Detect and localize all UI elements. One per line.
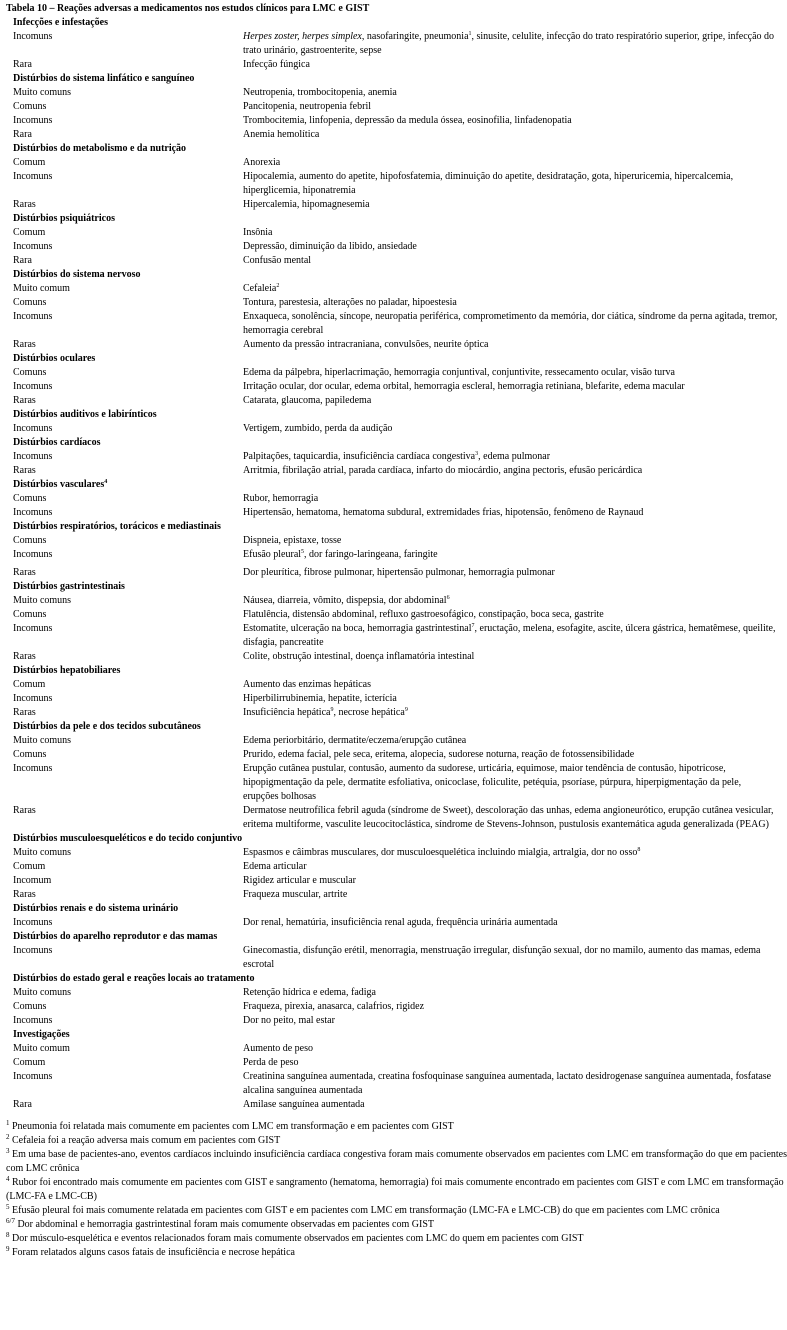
frequency-cell: Incomum <box>13 875 52 886</box>
table-row <box>6 1070 787 1098</box>
reactions-cell: Tontura, parestesia, alterações no paladar, hipoestesia <box>243 297 457 308</box>
reactions-cell: Aumento das enzimas hepáticas <box>243 679 372 690</box>
reactions-cell: Estomatite, ulceração na boca, hemorragia gastrintestinal$^7$, eructação, melena, esofagite, ascite, úlcera gástrica, hematêmese, queilite, disfagia, pancreatite <box>243 623 776 648</box>
reactions-cell: Confusão mental <box>243 255 312 266</box>
frequency-cell: Comuns <box>13 535 47 546</box>
table-row <box>6 338 787 352</box>
reactions-cell: Enxaqueca, sonolência, síncope, neuropatia periférica, comprometimento da memória, dor ciática, síndrome da perna agitada, tremor, hemorragia cerebral <box>243 311 778 336</box>
frequency-cell: Comuns <box>13 749 47 760</box>
category-heading: Distúrbios do sistema nervoso <box>13 269 141 280</box>
reactions-cell: Erupção cutânea pustular, contusão, aumento da sudorese, urticária, equimose, maior tendência de contusão, hipotricose, hipopigmentação da pele, dermatite esfoliativa, onicoclase, foliculite, petéquia, psoríase, púrpura, hiperpigmentação da pele, erupções bolhosas <box>243 763 742 802</box>
table-row <box>6 1056 787 1070</box>
category-heading: Distúrbios hepatobiliares <box>13 665 121 676</box>
frequency-cell: Comuns <box>13 297 47 308</box>
frequency-cell: Comuns <box>13 609 47 620</box>
table-row <box>6 692 787 706</box>
table-row <box>6 114 787 128</box>
reactions-cell: Fraqueza muscular, artrite <box>243 889 348 900</box>
category-heading: Distúrbios respiratórios, torácicos e mediastinais <box>13 521 221 532</box>
frequency-cell: Incomuns <box>13 917 53 928</box>
table-row <box>6 226 787 240</box>
reactions-cell: Dor pleurítica, fibrose pulmonar, hipertensão pulmonar, hemorragia pulmonar <box>243 567 555 578</box>
frequency-cell: Incomuns <box>13 115 53 126</box>
reactions-cell: Aumento da pressão intracraniana, convulsões, neurite óptica <box>243 339 489 350</box>
frequency-cell: Rara <box>13 255 32 266</box>
reactions-cell: Espasmos e câimbras musculares, dor musculoesquelética incluindo mialgia, artralgia, dor no osso$^8$ <box>243 847 641 858</box>
frequency-cell: Incomuns <box>13 241 53 252</box>
table-row <box>6 100 787 114</box>
reactions-cell: Edema periorbitário, dermatite/eczema/erupção cutânea <box>243 735 467 746</box>
reactions-cell: Fraqueza, pirexia, anasarca, calafrios, rigidez <box>243 1001 425 1012</box>
table-row <box>6 548 787 562</box>
category-heading: Distúrbios da pele e dos tecidos subcutâneos <box>13 721 201 732</box>
table-row <box>6 1042 787 1056</box>
category-heading: Distúrbios do sistema linfático e sanguíneo <box>13 73 195 84</box>
reactions-cell: Neutropenia, trombocitopenia, anemia <box>243 87 397 98</box>
frequency-cell: Rara <box>13 59 32 70</box>
frequency-cell: Raras <box>13 395 36 406</box>
table-row <box>6 888 787 902</box>
reactions-cell: Hipocalemia, aumento do apetite, hipofosfatemia, diminuição do apetite, desidratação, gota, hiperuricemia, hipercalcemia, hiperglicemia, hiponatremia <box>243 171 734 196</box>
category-heading: Distúrbios gastrintestinais <box>13 581 125 592</box>
table-row <box>6 748 787 762</box>
frequency-cell: Raras <box>13 805 36 816</box>
frequency-cell: Incomuns <box>13 311 53 322</box>
table-row <box>6 296 787 310</box>
footnote: $^3$ Em uma base de pacientes-ano, eventos cardíacos incluindo insuficiência cardíaca congestiva foram mais comumente observados em pacientes com LMC em transformação do que em pacientes com LMC crônica <box>6 1147 787 1174</box>
table-row <box>6 860 787 874</box>
table-row <box>6 282 787 296</box>
category-heading: Distúrbios vasculares$^4$ <box>13 479 108 490</box>
frequency-cell: Incomuns <box>13 1071 53 1082</box>
frequency-cell: Muito comuns <box>13 595 72 606</box>
table-row <box>6 30 787 58</box>
reactions-cell: Amilase sanguínea aumentada <box>243 1099 365 1110</box>
reactions-cell: Anemia hemolítica <box>243 129 320 140</box>
table-row <box>6 622 787 650</box>
reactions-cell: Rigidez articular e muscular <box>243 875 357 886</box>
reactions-cell: Arritmia, fibrilação atrial, parada cardíaca, infarto do miocárdio, angina pectoris, efusão pericárdica <box>243 465 643 476</box>
table-row <box>6 254 787 268</box>
reactions-cell: Flatulência, distensão abdominal, refluxo gastroesofágico, constipação, boca seca, gastrite <box>243 609 604 620</box>
frequency-cell: Incomuns <box>13 451 53 462</box>
category-heading: Distúrbios do metabolismo e da nutrição <box>13 143 187 154</box>
frequency-cell: Incomuns <box>13 693 53 704</box>
frequency-cell: Muito comuns <box>13 987 72 998</box>
table-row <box>6 1000 787 1014</box>
table-row <box>6 86 787 100</box>
reactions-cell: Pancitopenia, neutropenia febril <box>243 101 372 112</box>
category-heading: Distúrbios musculoesqueléticos e do tecido conjuntivo <box>13 833 243 844</box>
table-row <box>6 240 787 254</box>
reactions-cell: Náusea, diarreia, vômito, dispepsia, dor abdominal$^6$ <box>243 595 450 606</box>
reactions-cell: Edema articular <box>243 861 307 872</box>
reactions-cell: Insônia <box>243 227 273 238</box>
reactions-cell: Hiperbilirrubinemia, hepatite, icterícia <box>243 693 397 704</box>
table-title: Tabela 10 – Reações adversas a medicamentos nos estudos clínicos para LMC e GIST <box>6 3 370 14</box>
frequency-cell: Raras <box>13 651 36 662</box>
frequency-cell: Muito comuns <box>13 735 72 746</box>
category-heading: Distúrbios do estado geral e reações locais ao tratamento <box>13 973 255 984</box>
category-heading: Distúrbios oculares <box>13 353 96 364</box>
footnote: $^9$ Foram relatados alguns casos fatais de insuficiência e necrose hepática <box>6 1245 295 1258</box>
frequency-cell: Incomuns <box>13 1015 53 1026</box>
table-row <box>6 58 787 72</box>
frequency-cell: Raras <box>13 199 36 210</box>
footnote: $^2$ Cefaleia foi a reação adversa mais comum em pacientes com GIST <box>6 1133 281 1146</box>
frequency-cell: Comuns <box>13 493 47 504</box>
category-heading: Distúrbios renais e do sistema urinário <box>13 903 179 914</box>
footnote: $^5$ Efusão pleural foi mais comumente relatada em pacientes com GIST e em pacientes com LMC em transformação (LMC-FA e LMC-CB) do que em pacientes com LMC crônica <box>6 1203 720 1216</box>
frequency-cell: Incomuns <box>13 423 53 434</box>
table-row <box>6 380 787 394</box>
table-row <box>6 506 787 520</box>
reactions-cell: Colite, obstrução intestinal, doença inflamatória intestinal <box>243 651 475 662</box>
table-row <box>6 156 787 170</box>
reactions-cell: Edema da pálpebra, hiperlacrimação, hemorragia conjuntival, conjuntivite, ressecamento ocular, visão turva <box>243 367 675 378</box>
table-row <box>6 534 787 548</box>
reactions-cell: Insuficiência hepática$^9$, necrose hepática$^9$ <box>243 707 408 718</box>
frequency-cell: Incomuns <box>13 549 53 560</box>
reactions-cell: Anorexia <box>243 157 281 168</box>
reactions-cell: Efusão pleural$^5$, dor faringo-laringeana, faringite <box>243 549 438 560</box>
frequency-cell: Incomuns <box>13 171 53 182</box>
table-row <box>6 366 787 380</box>
reactions-cell: Creatinina sanguínea aumentada, creatina fosfoquinase sanguínea aumentada, lactato desidrogenase sanguínea aumentada, fosfatase alcalina sanguínea aumentada <box>243 1071 772 1096</box>
frequency-cell: Incomuns <box>13 31 53 42</box>
table-row <box>6 608 787 622</box>
frequency-cell: Comuns <box>13 101 47 112</box>
reactions-cell: Irritação ocular, dor ocular, edema orbital, hemorragia escleral, hemorragia retiniana, blefarite, edema macular <box>243 381 685 392</box>
frequency-cell: Raras <box>13 567 36 578</box>
frequency-cell: Muito comuns <box>13 87 72 98</box>
table-row <box>6 566 787 580</box>
reactions-cell: Catarata, glaucoma, papiledema <box>243 395 372 406</box>
table-row <box>6 874 787 888</box>
frequency-cell: Raras <box>13 889 36 900</box>
table-row <box>6 422 787 436</box>
frequency-cell: Muito comum <box>13 283 70 294</box>
frequency-cell: Raras <box>13 707 36 718</box>
table-row <box>6 198 787 212</box>
category-heading: Distúrbios cardíacos <box>13 437 101 448</box>
table-row <box>6 944 787 972</box>
frequency-cell: Comum <box>13 861 46 872</box>
frequency-cell: Muito comuns <box>13 847 72 858</box>
reactions-cell: Vertigem, zumbido, perda da audição <box>243 423 393 434</box>
table-row <box>6 762 787 804</box>
reactions-cell: Dor no peito, mal estar <box>243 1015 335 1026</box>
reactions-cell: Hipertensão, hematoma, hematoma subdural, extremidades frias, hipotensão, fenômeno de Raynaud <box>243 507 644 518</box>
table-row <box>6 1098 787 1112</box>
table-row <box>6 734 787 748</box>
frequency-cell: Comum <box>13 227 46 238</box>
frequency-cell: Raras <box>13 339 36 350</box>
table-row <box>6 916 787 930</box>
table-row <box>6 464 787 478</box>
reactions-cell: Depressão, diminuição da libido, ansiedade <box>243 241 417 252</box>
reactions-cell: Prurido, edema facial, pele seca, eritema, alopecia, sudorese noturna, reação de fotossensibilidade <box>243 749 635 760</box>
reactions-cell: Dor renal, hematúria, insuficiência renal aguda, frequência urinária aumentada <box>243 917 558 928</box>
frequency-cell: Comum <box>13 157 46 168</box>
footnote: $^4$ Rubor foi encontrado mais comumente em pacientes com GIST e sangramento (hematoma, hemorragia) foi mais comumente encontrado em pacientes com GIST e com LMC em transformação (LMC-FA e LMC-CB) <box>6 1175 784 1202</box>
table-row <box>6 706 787 720</box>
reactions-cell: Trombocitemia, linfopenia, depressão da medula óssea, eosinofilia, linfadenopatia <box>243 115 572 126</box>
table-row <box>6 492 787 506</box>
reactions-cell: Rubor, hemorragia <box>243 493 319 504</box>
reactions-cell: Dermatose neutrofílica febril aguda (síndrome de Sweet), descoloração das unhas, edema angioneurótico, erupção cutânea vesicular, eritema multiforme, vasculite leucocitoclástica, síndrome de Stevens-Johnson, pustulosis exantemática aguda generalizada (PEAG) <box>243 805 774 830</box>
frequency-cell: Rara <box>13 1099 32 1110</box>
table-row <box>6 594 787 608</box>
footnote: $^{6/7}$ Dor abdominal e hemorragia gastrintestinal foram mais comumente observadas em pacientes com GIST <box>6 1217 434 1230</box>
category-heading: Distúrbios psiquiátricos <box>13 213 115 224</box>
category-heading: Infecções e infestações <box>13 17 108 28</box>
reactions-cell: Palpitações, taquicardia, insuficiência cardíaca congestiva$^3$, edema pulmonar <box>243 451 551 462</box>
table-row <box>6 450 787 464</box>
frequency-cell: Comum <box>13 679 46 690</box>
footnote: $^8$ Dor músculo-esquelética e eventos relacionados foram mais comumente observados em pacientes com LMC do quem em pacientes com GIST <box>6 1231 584 1244</box>
reactions-cell: Hipercalemia, hipomagnesemia <box>243 199 370 210</box>
frequency-cell: Comum <box>13 1057 46 1068</box>
footnotes <box>6 1120 787 1260</box>
table-row <box>6 678 787 692</box>
table-row <box>6 846 787 860</box>
frequency-cell: Incomuns <box>13 945 53 956</box>
table-row <box>6 128 787 142</box>
footnote: $^1$ Pneumonia foi relatada mais comumente em pacientes com LMC em transformação e em pacientes com GIST <box>6 1119 454 1132</box>
frequency-cell: Incomuns <box>13 381 53 392</box>
table-row <box>6 310 787 338</box>
reactions-cell: Retenção hídrica e edema, fadiga <box>243 987 376 998</box>
reactions-cell: Aumento de peso <box>243 1043 313 1054</box>
table-row <box>6 394 787 408</box>
category-heading: Investigações <box>13 1029 70 1040</box>
frequency-cell: Incomuns <box>13 623 53 634</box>
frequency-cell: Incomuns <box>13 507 53 518</box>
reactions-cell: Herpes zoster, herpes simplex, nasofaringite, pneumonia$^1$, sinusite, celulite, infecção do trato respiratório superior, gripe, infecção do trato urinário, gastroenterite, sepse <box>243 31 775 56</box>
table-row <box>6 650 787 664</box>
table-row <box>6 986 787 1000</box>
table-row <box>6 1014 787 1028</box>
table-row <box>6 170 787 198</box>
reactions-cell: Perda de peso <box>243 1057 299 1068</box>
frequency-cell: Rara <box>13 129 32 140</box>
adverse-reactions-table <box>6 16 787 1112</box>
frequency-cell: Comuns <box>13 1001 47 1012</box>
category-heading: Distúrbios do aparelho reprodutor e das mamas <box>13 931 218 942</box>
frequency-cell: Muito comum <box>13 1043 70 1054</box>
table-row <box>6 804 787 832</box>
category-heading: Distúrbios auditivos e labirínticos <box>13 409 157 420</box>
reactions-cell: Cefaleia$^2$ <box>243 283 280 294</box>
reactions-cell: Ginecomastia, disfunção erétil, menorragia, menstruação irregular, disfunção sexual, dor no mamilo, aumento das mamas, edema escrotal <box>243 945 761 970</box>
frequency-cell: Comuns <box>13 367 47 378</box>
frequency-cell: Incomuns <box>13 763 53 774</box>
frequency-cell: Raras <box>13 465 36 476</box>
reactions-cell: Infecção fúngica <box>243 59 310 70</box>
reactions-cell: Dispneia, epistaxe, tosse <box>243 535 342 546</box>
